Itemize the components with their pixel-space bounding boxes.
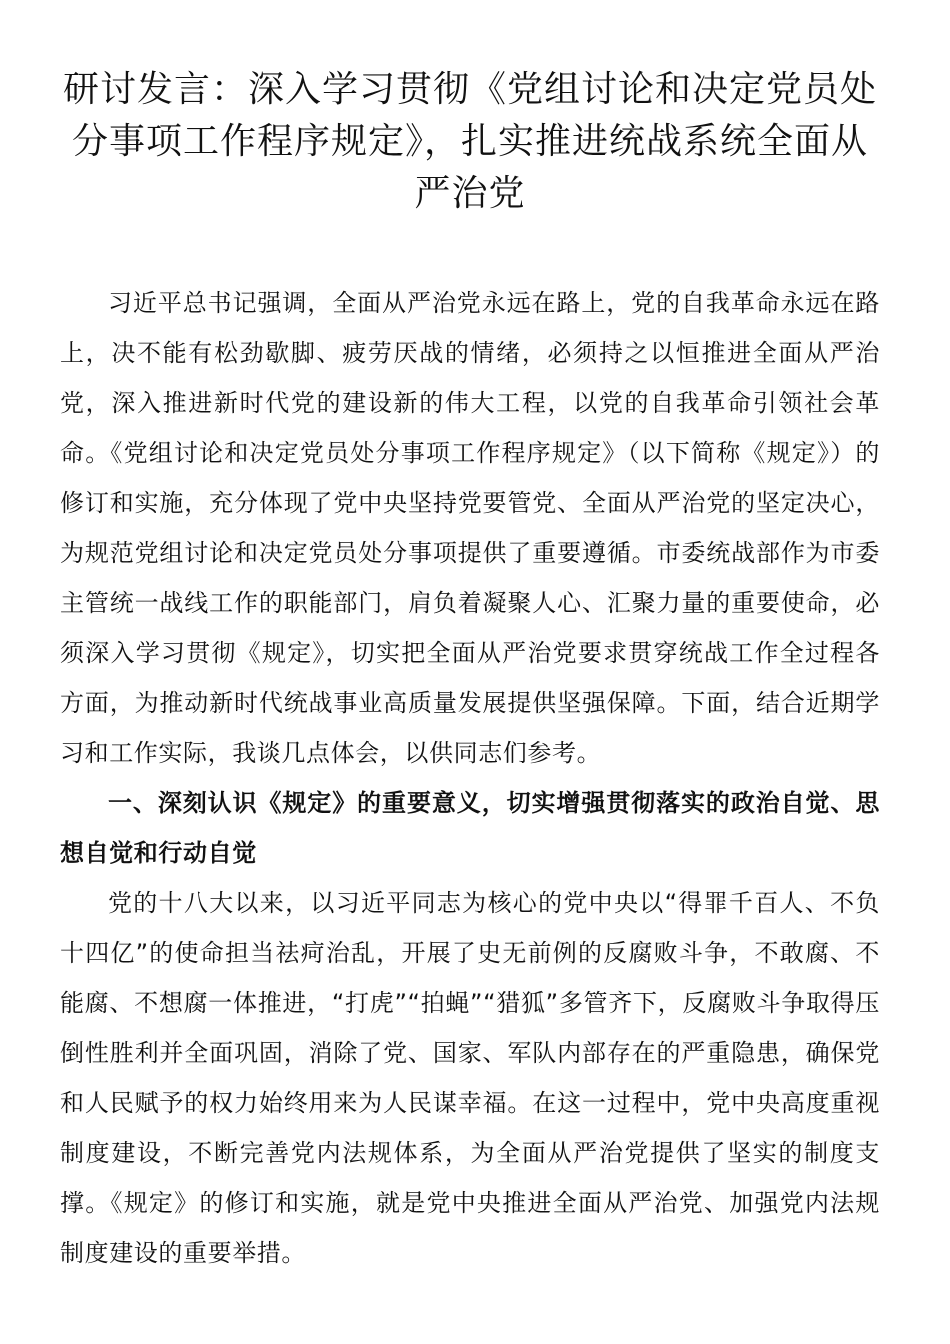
document-title: 研讨发言：深入学习贯彻《党组讨论和决定党员处分事项工作程序规定》，扎实推进统战系统全面从严治党 [62,69,877,214]
intro-paragraph: 习近平总书记强调，全面从严治党永远在路上，党的自我革命永远在路上，决不能有松劲歇脚、疲劳厌战的情绪，必须持之以恒推进全面从严治党，深入推进新时代党的建设新的伟大工程，以党的自我革命引领社会革命。《党组讨论和决定党员处分事项工作程序规定》（以下简称《规定》）的修订和实施，充分体现了党中央坚持党要管党、全面从严治党的坚定决心，为规范党组讨论和决定党员处分事项提供了重要遵循。市委统战部作为市委主管统一战线工作的职能部门，肩负着凝聚人心、汇聚力量的重要使命，必须深入学习贯彻《规定》，切实把全面从严治党要求贯穿统战工作全过程各方面，为推动新时代统战事业高质量发展提供坚强保障。下面，结合近期学习和工作实际，我谈几点体会，以供同志们参考。 [60,289,880,767]
section-heading-1: 一、深刻认识《规定》的重要意义，切实增强贯彻落实的政治自觉、思想自觉和行动自觉 [60,789,880,867]
section-1-paragraph: 党的十八大以来，以习近平同志为核心的党中央以“得罪千百人、不负十四亿”的使命担当祛疴治乱，开展了史无前例的反腐败斗争，不敢腐、不能腐、不想腐一体推进，“打虎”“拍蝇”“猎狐”多管齐下，反腐败斗争取得压倒性胜利并全面巩固，消除了党、国家、军队内部存在的严重隐患，确保党和人民赋予的权力始终用来为人民谋幸福。在这一过程中，党中央高度重视制度建设，不断完善党内法规体系，为全面从严治党提供了坚实的制度支撑。《规定》的修订和实施，就是党中央推进全面从严治党、加强党内法规制度建设的重要举措。 [60,889,880,1267]
document-body [60,278,880,1278]
